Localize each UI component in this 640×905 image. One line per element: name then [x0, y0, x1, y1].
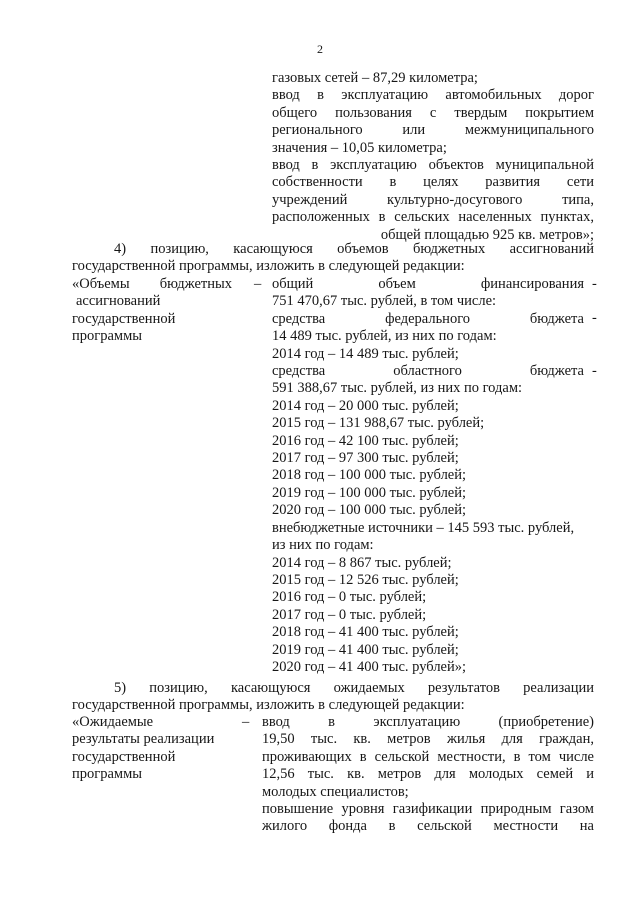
label-line: программы	[72, 766, 142, 783]
text-line: ввод в эксплуатацию автомобильных дорог	[272, 87, 594, 104]
label-line: государственной	[72, 310, 176, 327]
text-line: регионального или межмуниципального	[272, 122, 594, 139]
label-line: ассигнований	[76, 293, 161, 310]
page-number: 2	[317, 42, 323, 56]
value-line: 2019 год – 100 000 тыс. рублей;	[272, 484, 467, 501]
value-line: 2020 год – 41 400 тыс. рублей»;	[272, 658, 467, 675]
value-line: средства областного бюджета	[272, 363, 584, 380]
list-item	[272, 70, 594, 87]
value-line: средства федерального бюджета	[272, 310, 584, 327]
value-line: 14 489 тыс. рублей, из них по годам:	[272, 328, 497, 345]
text-line: общего пользования с твердым покрытием	[272, 104, 594, 121]
value-line: 2017 год – 0 тыс. рублей;	[272, 606, 427, 623]
value-line: 2016 год – 42 100 тыс. рублей;	[272, 432, 459, 449]
value-line: молодых специалистов;	[262, 783, 409, 800]
label-line: «Объемы бюджетных	[72, 276, 232, 292]
section4-label	[72, 276, 232, 346]
label-line: результаты реализации	[72, 731, 215, 748]
value-line: 2014 год – 14 489 тыс. рублей;	[272, 345, 459, 362]
label-line: «Ожидаемые	[72, 714, 154, 730]
paragraph-4	[72, 241, 594, 276]
text-line: государственной программы, изложить в следующей редакции:	[72, 697, 465, 714]
text-line: государственной программы, изложить в следующей редакции:	[72, 258, 465, 275]
value-line: 2017 год – 97 300 тыс. рублей;	[272, 450, 459, 467]
text-line: газовых сетей – 87,29 километра;	[272, 70, 478, 86]
section4-values	[272, 276, 584, 676]
text-line: общей площадью 925 кв. метров»;	[380, 226, 594, 243]
value-line: 2015 год – 12 526 тыс. рублей;	[272, 571, 459, 588]
value-line: 2014 год – 8 867 тыс. рублей;	[272, 554, 452, 571]
value-line: внебюджетные источники – 145 593 тыс. рублей,	[272, 519, 575, 536]
label-line: программы	[72, 328, 142, 345]
value-line: 19,50 тыс. кв. метров жилья для граждан,	[262, 731, 594, 748]
list-item	[272, 157, 594, 244]
text-line: собственности в целях развития сети	[272, 174, 594, 191]
list-item	[272, 87, 594, 157]
trailing-dash: -	[592, 276, 597, 292]
value-line: жилого фонда в сельской местности на	[262, 818, 594, 835]
value-line: повышение уровня газификации природным газом	[262, 801, 594, 818]
value-line: из них по годам:	[272, 537, 374, 554]
paragraph-5	[72, 680, 594, 715]
text-line: 4) позицию, касающуюся объемов бюджетных ассигнований	[114, 241, 594, 257]
value-line: 12,56 тыс. кв. метров для молодых семей и	[262, 766, 594, 783]
section5-label	[72, 714, 232, 784]
value-line: 751 470,67 тыс. рублей, в том числе:	[272, 293, 497, 310]
value-line: ввод в эксплуатацию (приобретение)	[262, 714, 594, 730]
text-line: расположенных в сельских населенных пунктах,	[272, 209, 594, 226]
value-line: 2020 год – 100 000 тыс. рублей;	[272, 502, 467, 519]
dash-separator: –	[254, 276, 262, 292]
value-line: 2018 год – 100 000 тыс. рублей;	[272, 467, 467, 484]
text-line: 5) позицию, касающуюся ожидаемых результатов реализации	[114, 680, 594, 696]
label-line: государственной	[72, 748, 176, 765]
value-line: общий объем финансирования	[272, 276, 584, 292]
dash-separator: –	[242, 714, 250, 730]
text-line: значения – 10,05 километра;	[272, 139, 447, 156]
value-line: 2018 год – 41 400 тыс. рублей;	[272, 624, 459, 641]
value-line: проживающих в сельской местности, в том числе	[262, 748, 594, 765]
text-line: ввод в эксплуатацию объектов муниципальной	[272, 157, 594, 174]
trailing-dash: -	[592, 310, 597, 326]
section5-values	[262, 714, 594, 836]
value-line: 2015 год – 131 988,67 тыс. рублей;	[272, 415, 485, 432]
text-line: учреждений культурно-досугового типа,	[272, 191, 594, 208]
value-line: 2019 год – 41 400 тыс. рублей;	[272, 641, 459, 658]
value-line: 2016 год – 0 тыс. рублей;	[272, 589, 427, 606]
trailing-dash: -	[592, 363, 597, 379]
value-line: 591 388,67 тыс. рублей, из них по годам:	[272, 380, 523, 397]
top-list	[272, 70, 594, 244]
value-line: 2014 год – 20 000 тыс. рублей;	[272, 397, 459, 414]
